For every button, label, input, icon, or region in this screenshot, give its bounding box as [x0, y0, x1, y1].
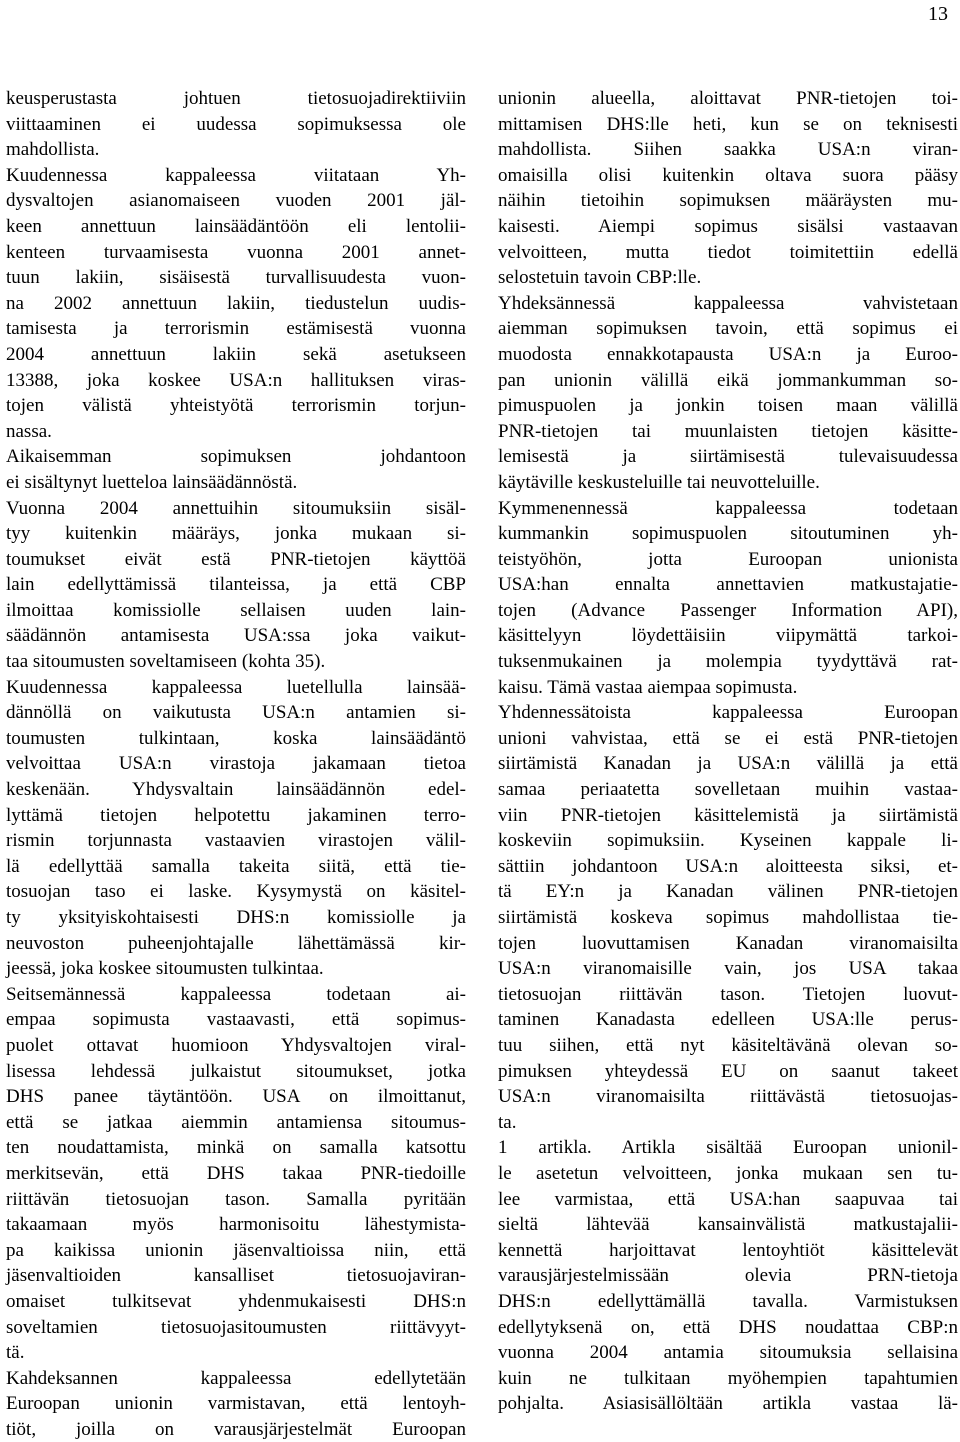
text-line: puolet ottavat huomioon Yhdysvaltojen viral-: [6, 1034, 466, 1056]
text-line: tietosuojan riittävän tason. Tietojen luovut-: [498, 983, 958, 1005]
text-line: omaisilla olisi kuitenkin oltava suora pääsy: [498, 164, 958, 186]
text-line: DHS:n edellyttämällä tavalla. Varmistuksen: [498, 1290, 958, 1312]
text-line: lyttämä tietojen helpotettu jakaminen terro-: [6, 804, 466, 826]
text-line: lain edellyttämissä tilanteissa, ja että CBP: [6, 574, 466, 596]
text-line: omaiset tulkitsevat yhdenmukaisesti DHS:n: [6, 1290, 466, 1312]
text-line: viittaaminen ei uudessa sopimuksessa ole: [6, 113, 466, 135]
text-line: edellytyksenä on, että DHS noudattaa CBP:n: [498, 1316, 958, 1338]
text-line: koskeviin sopimuksiin. Kyseinen kappale li-: [498, 830, 958, 852]
text-line: toumusten tulkintaan, koska lainsäädäntö: [6, 727, 466, 749]
text-line: tamisesta ja terrorismin estämisestä vuonna: [6, 318, 466, 340]
text-line: Vuonna 2004 annettuihin sitoumuksiin sisäl-: [6, 497, 466, 519]
text-line: DHS panee täytäntöön. USA on ilmoittanut,: [6, 1086, 466, 1108]
text-line: lee varmistaa, että USA:han saapuvaa tai: [498, 1188, 958, 1210]
text-line: selostetuin tavoin CBP:lle.: [498, 267, 702, 289]
text-line: neuvoston puheenjohtajalle lähettämässä kir-: [6, 932, 466, 954]
text-line: tosuojan taso ei laske. Kysymystä on käsitel-: [6, 881, 466, 903]
text-line: na 2002 annettuun lakiin, tiedustelun uudis-: [6, 292, 466, 314]
text-line: vuonna 2004 antamia sitoumuksia sellaisina: [498, 1342, 958, 1364]
text-line: USA:han ennalta annettavien matkustajatie-: [498, 574, 958, 596]
text-line: taminen Kanadasta edelleen USA:lle perus-: [498, 1009, 958, 1031]
text-line: kennettä harjoittavat lentoyhtiöt käsittelevät: [498, 1239, 958, 1261]
text-line: tyy kuitenkin määräys, jonka mukaan si-: [6, 523, 466, 545]
text-line: Yhdeksännessä kappaleessa vahvistetaan: [498, 292, 958, 314]
text-line: ty yksityiskohtaisesti DHS:n komissiolle ja: [6, 907, 466, 928]
text-line: Euroopan unionin varmistavan, että lentoyh-: [6, 1393, 466, 1415]
text-line: että se jatkaa aiemmin antamiensa sitoumus-: [6, 1111, 466, 1133]
text-line: Kymmenennessä kappaleessa todetaan: [498, 497, 958, 519]
text-line: teistyöhön, jotta Euroopan unionista: [498, 548, 958, 570]
text-line: ilmoittaa komissiolle sellaisen uuden lain-: [6, 599, 466, 621]
text-line: näihin tietoihin sopimuksen määräysten mu-: [498, 190, 958, 212]
text-line: mahdollista. Siihen saakka USA:n viran-: [498, 139, 958, 161]
text-line: dännöllä on vaikutusta USA:n antamien si-: [6, 702, 466, 724]
text-line: viin PNR-tietojen käsittelemistä ja siirtämistä: [498, 804, 958, 826]
text-line: pa kaikissa unionin jäsenvaltioissa niin, että: [6, 1239, 466, 1261]
page-number: 13: [928, 3, 948, 25]
text-line: jäsenvaltioiden kansalliset tietosuojaviran-: [6, 1265, 466, 1287]
text-line: lisessa lehdessä julkaistut sitoumukset, jotka: [6, 1060, 466, 1082]
text-line: käytäville keskusteluille tai neuvotteluille.: [498, 471, 820, 493]
text-line: merkitsevän, että DHS takaa PNR-tiedoille: [6, 1162, 466, 1184]
text-line: 2004 annettuun lakiin sekä asetukseen: [6, 343, 466, 365]
text-line: jeessä, joka koskee sitoumusten tulkintaa.: [6, 958, 324, 980]
text-line: Seitsemännessä kappaleessa todetaan ai-: [6, 983, 466, 1005]
text-line: pimuksen yhteydessä EU on saanut takeet: [498, 1060, 958, 1082]
text-line: siirtämistä Kanadan ja USA:n välillä ja että: [498, 753, 958, 775]
text-line: tuksenmukainen ja molempia tyydyttävä rat-: [498, 651, 958, 673]
text-line: soveltamien tietosuojasitoumusten riittävyyt-: [6, 1316, 466, 1338]
right-column: [498, 86, 958, 1417]
text-line: dysvaltojen asianomaiseen vuoden 2001 jäl-: [6, 190, 466, 212]
text-line: 1 artikla. Artikla sisältää Euroopan unionil-: [498, 1137, 958, 1159]
text-line: samaa periaatetta sovelletaan muihin vastaa-: [498, 779, 958, 801]
text-line: muodosta ennakkotapausta USA:n ja Euroo-: [498, 343, 958, 365]
text-line: kuin ne tulkitaan myöhempien tapahtumien: [498, 1367, 958, 1389]
text-line: riittävän tietosuojan tason. Samalla pyritään: [6, 1188, 466, 1210]
text-line: kenteen turvaamisesta vuonna 2001 annet-: [6, 241, 466, 263]
text-line: sieltä lähtevää kansainvälistä matkustajalii-: [498, 1214, 958, 1236]
text-line: kummankin sopimuspuolen sitoutuminen yh-: [498, 523, 958, 545]
text-line: tuu siihen, että nyt käsiteltävänä olevan so-: [498, 1034, 958, 1056]
text-line: pohjalta. Asiasisällöltään artikla vastaa lä-: [498, 1393, 958, 1415]
text-line: toumukset eivät estä PNR-tietojen käyttöä: [6, 548, 466, 570]
text-line: tiöt, joilla on varausjärjestelmät Euroopan: [6, 1418, 466, 1440]
text-line: sättiin johdantoon USA:n aloitteesta siksi, et-: [498, 855, 958, 877]
text-line: ten noudattamista, minkä on samalla katsottu: [6, 1137, 466, 1159]
text-line: unionin alueella, aloittavat PNR-tietojen toi-: [498, 88, 958, 109]
text-line: tojen (Advance Passenger Information API),: [498, 599, 958, 621]
text-line: mahdollista.: [6, 139, 100, 161]
text-line: velvoittaa USA:n virastoja jakamaan tietoa: [6, 753, 466, 775]
text-line: siirtämistä koskeva sopimus mahdollistaa tie-: [498, 907, 958, 928]
text-line: pan unionin välillä eikä jommankumman so-: [498, 369, 958, 391]
text-line: kaisu. Tämä vastaa aiempaa sopimusta.: [498, 676, 798, 698]
text-line: taa sitoumusten soveltamiseen (kohta 35).: [6, 651, 326, 673]
left-column: [6, 86, 466, 1442]
text-line: tä.: [6, 1342, 25, 1364]
text-line: unioni vahvistaa, että se ei estä PNR-tietojen: [498, 727, 958, 749]
text-line: keen annettuun lainsäädäntöön eli lentolii-: [6, 215, 466, 237]
text-line: tä EY:n ja Kanadan välinen PNR-tietojen: [498, 881, 958, 903]
text-line: Kahdeksannen kappaleessa edellytetään: [6, 1367, 466, 1389]
text-line: ei sisältynyt luetteloa lainsäädännöstä.: [6, 471, 298, 493]
text-line: kaisesti. Aiempi sopimus sisälsi vastaavan: [498, 215, 958, 237]
text-line: keusperustasta johtuen tietosuojadirektiiviin: [6, 88, 466, 109]
text-line: Kuudennessa kappaleessa luetellulla lainsää-: [6, 676, 466, 698]
text-line: säädännön antamisesta USA:ssa joka vaikut-: [6, 625, 466, 647]
text-line: USA:n viranomaisilta riittävästä tietosuojas-: [498, 1086, 958, 1108]
text-line: takaamaan myös harmonisoitu lähestymista-: [6, 1214, 466, 1236]
text-line: aiemman sopimuksen tavoin, että sopimus ei: [498, 318, 958, 340]
text-line: mittamisen DHS:lle heti, kun se on teknisesti: [498, 113, 958, 135]
text-line: lemisestä ja siirtämisestä tulevaisuudessa: [498, 446, 958, 468]
text-line: Kuudennessa kappaleessa viitataan Yh-: [6, 164, 466, 186]
text-line: nassa.: [6, 420, 52, 442]
text-line: velvoitteen, mutta tiedot toimitettiin edellä: [498, 241, 958, 263]
text-line: lä edellyttää samalla takeita siitä, että tie-: [6, 855, 466, 877]
text-line: ta.: [498, 1111, 517, 1133]
text-line: PNR-tietojen tai muunlaisten tietojen käsitte-: [498, 420, 958, 442]
text-line: varausjärjestelmissään olevia PRN-tietoja: [498, 1265, 958, 1287]
text-line: empaa sopimusta vastaavasti, että sopimus-: [6, 1009, 466, 1031]
text-line: Yhdennessätoista kappaleessa Euroopan: [498, 702, 958, 724]
text-line: USA:n viranomaisille vain, jos USA takaa: [498, 958, 958, 980]
text-line: Aikaisemman sopimuksen johdantoon: [6, 446, 466, 468]
text-line: 13388, joka koskee USA:n hallituksen viras-: [6, 369, 466, 391]
text-line: pimuspuolen ja jonkin toisen maan välillä: [498, 395, 958, 417]
text-line: le asetetun velvoitteen, jonka mukaan sen tu-: [498, 1162, 958, 1184]
text-line: keskenään. Yhdysvaltain lainsäädännön edel-: [6, 779, 466, 801]
text-line: tuun lakiin, sisäisestä turvallisuudesta vuon-: [6, 267, 466, 289]
text-line: tojen välistä yhteistyötä terrorismin torjun-: [6, 395, 466, 417]
text-line: käsittelyyn löydettäisiin viipymättä tarkoi-: [498, 625, 958, 647]
text-line: tojen luovuttamisen Kanadan viranomaisilta: [498, 932, 958, 954]
text-line: rismin torjunnasta vastaavien virastojen välil-: [6, 830, 466, 852]
